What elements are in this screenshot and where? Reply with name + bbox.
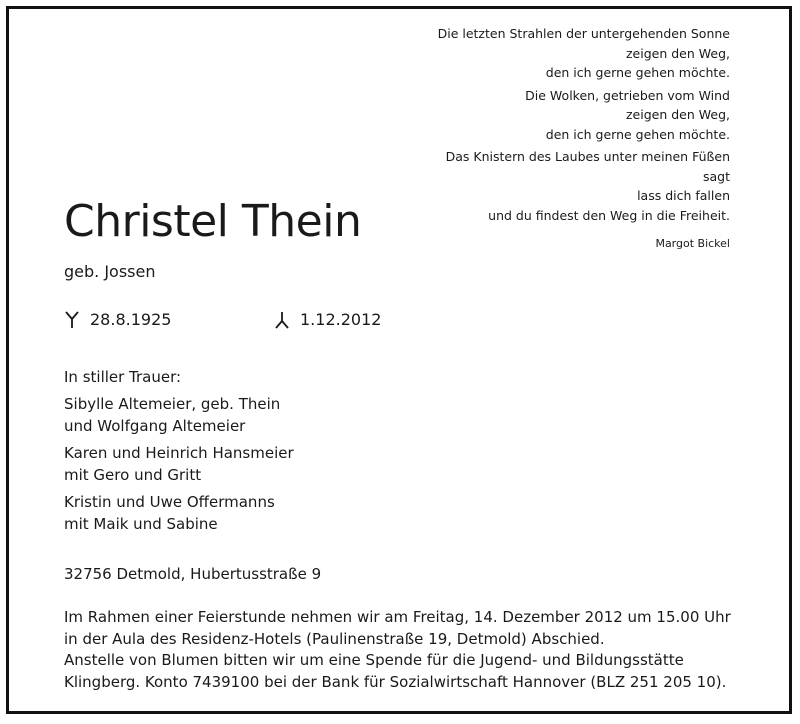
birth-date: [64, 310, 171, 329]
mourner-group: [64, 491, 294, 535]
mourners-intro: In stiller Trauer:: [64, 368, 182, 386]
birth-date-text: 28.8.1925: [90, 310, 172, 329]
mourner-line: mit Gero und Gritt: [64, 466, 202, 484]
death-rune-icon: [274, 311, 290, 329]
deceased-name: Christel Thein: [64, 196, 362, 247]
notice-line: Klingberg. Konto 7439100 bei der Bank für Sozialwirtschaft Hannover (BLZ 251 205 10).: [64, 672, 727, 691]
poem-stanza: [370, 86, 730, 145]
mourner-group: [64, 393, 294, 437]
poem-author: Margot Bickel: [655, 237, 730, 250]
mourner-line: und Wolfgang Altemeier: [64, 417, 246, 435]
mourners: [64, 366, 294, 540]
mourner-group: [64, 442, 294, 486]
poem-stanza: [370, 24, 730, 83]
mourner-line: mit Maik und Sabine: [64, 515, 218, 533]
poem-line: zeigen den Weg,: [626, 45, 730, 61]
poem-line: Das Knistern des Laubes unter meinen Füßen: [445, 149, 730, 164]
mourner-line: Karen und Heinrich Hansmeier: [64, 444, 294, 462]
poem-line: Die letzten Strahlen der untergehenden Sonne: [437, 26, 730, 41]
poem-line: lass dich fallen: [637, 188, 730, 203]
notice-line: Im Rahmen einer Feierstunde nehmen wir am Freitag, 14. Dezember 2012 um 15.00 Uhr: [64, 608, 731, 626]
poem-line: Die Wolken, getrieben vom Wind: [525, 87, 730, 103]
poem-line: den ich gerne gehen möchte.: [545, 65, 730, 80]
poem-line: und du findest den Weg in die Freiheit.: [488, 207, 730, 223]
poem-line: zeigen den Weg,: [626, 107, 730, 122]
mourner-line: Kristin und Uwe Offermanns: [64, 493, 275, 511]
life-rune-icon: [64, 311, 80, 329]
death-date: [274, 310, 381, 329]
mourner-line: Sibylle Altemeier, geb. Thein: [64, 395, 281, 413]
notice-line: in der Aula des Residenz-Hotels (Paulinenstraße 19, Detmold) Abschied.: [64, 629, 605, 648]
notice-line: Anstelle von Blumen bitten wir um eine Spende für die Jugend- und Bildungsstätte: [64, 651, 684, 669]
family-address: 32756 Detmold, Hubertusstraße 9: [64, 565, 322, 583]
maiden-name: geb. Jossen: [64, 262, 156, 281]
poem-line: sagt: [702, 168, 730, 184]
poem-stanza: [370, 147, 730, 225]
funeral-notice: [64, 607, 731, 693]
death-date-text: 1.12.2012: [300, 310, 382, 329]
poem-line: den ich gerne gehen möchte.: [545, 126, 730, 142]
poem: [370, 24, 730, 254]
